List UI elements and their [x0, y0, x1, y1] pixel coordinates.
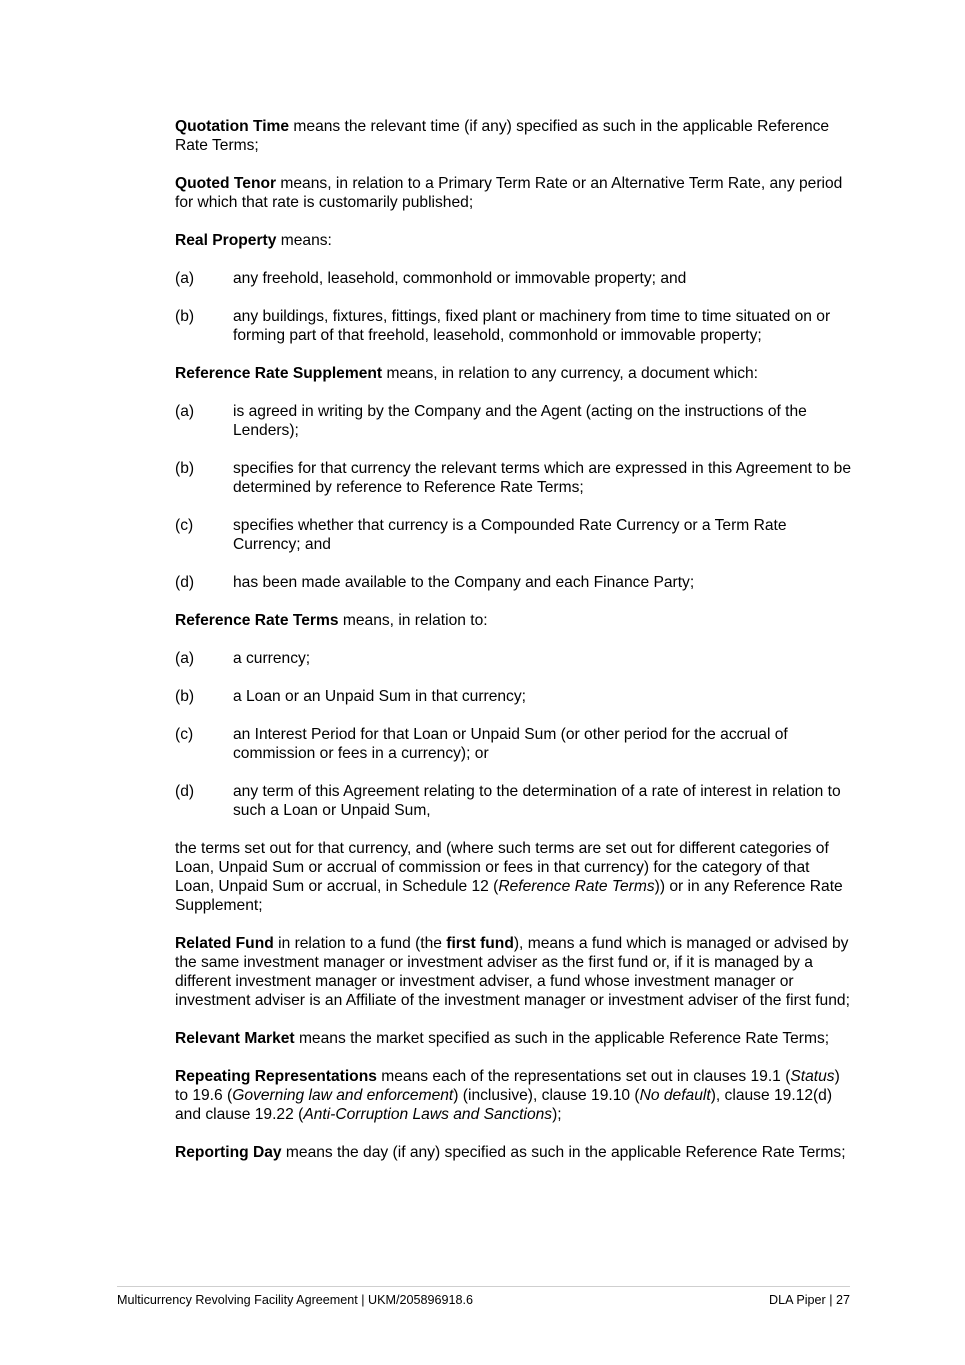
defined-term: Relevant Market — [175, 1030, 295, 1047]
list-item: (b) a Loan or an Unpaid Sum in that currency; — [175, 688, 526, 705]
list-item: (d) has been made available to the Company and each Finance Party; — [175, 574, 695, 591]
defined-term: Quotation Time — [175, 118, 290, 135]
definition-reporting-day: Reporting Day means the day (if any) specified as such in the applicable Reference Rate Terms; — [175, 1144, 846, 1161]
list-item: (b) any buildings, fixtures, fittings, fixed plant or machinery from time to time situated on or forming part of that freehold, leasehold, commonhold or immovable property; — [175, 308, 831, 344]
reference-rate-terms-closing: the terms set out for that currency, and (where such terms are set out for different categories of Loan, Unpaid Sum or accrual of commission or fees in that currency) for the category of that Loan, Unpaid Sum or accrual, in Schedule 12 (Reference Rate Terms)) or in any Reference Rate Supplement; — [175, 840, 843, 914]
definition-real-property: Real Property means: — [175, 232, 332, 249]
list-item: (a) any freehold, leasehold, commonhold or immovable property; and — [175, 270, 687, 287]
list-item: (a) a currency; — [175, 650, 311, 667]
definition-reference-rate-terms: Reference Rate Terms means, in relation to: — [175, 612, 488, 629]
defined-term: Related Fund — [175, 935, 274, 952]
defined-term: Reference Rate Terms — [175, 612, 339, 629]
footer-divider — [117, 1286, 850, 1287]
definition-quoted-tenor: Quoted Tenor means, in relation to a Primary Term Rate or an Alternative Term Rate, any period for which that rate is customarily published; — [175, 175, 843, 211]
footer-page-number: DLA Piper | 27 — [769, 1293, 850, 1307]
defined-term: Repeating Representations — [175, 1068, 377, 1085]
defined-term: Quoted Tenor — [175, 175, 277, 192]
list-item: (b) specifies for that currency the relevant terms which are expressed in this Agreement to be determined by reference to Reference Rate Terms; — [175, 460, 851, 496]
list-item: (a) is agreed in writing by the Company and the Agent (acting on the instructions of the Lenders); — [175, 403, 807, 439]
list-item: (c) specifies whether that currency is a Compounded Rate Currency or a Term Rate Currency; and — [175, 517, 787, 553]
defined-term: Real Property — [175, 232, 277, 249]
definition-quotation-time: Quotation Time means the relevant time (if any) specified as such in the applicable Reference Rate Terms; — [175, 118, 830, 154]
defined-term: Reference Rate Supplement — [175, 365, 383, 382]
definition-relevant-market: Relevant Market means the market specified as such in the applicable Reference Rate Terms; — [175, 1030, 830, 1047]
document-body — [175, 117, 851, 1181]
definition-reference-rate-supplement: Reference Rate Supplement means, in relation to any currency, a document which: — [175, 365, 759, 382]
definition-related-fund: Related Fund in relation to a fund (the first fund), means a fund which is managed or advised by the same investment manager or investment adviser as the first fund or, if it is managed by a different investment manager or investment adviser, a fund whose investment manager or investment adviser is an Affiliate of the investment manager or investment adviser of the first fund; — [175, 935, 850, 1009]
list-item: (d) any term of this Agreement relating to the determination of a rate of interest in relation to such a Loan or Unpaid Sum, — [175, 783, 841, 819]
page-footer — [117, 1292, 850, 1308]
footer-document-reference: Multicurrency Revolving Facility Agreement | UKM/205896918.6 — [117, 1293, 474, 1307]
definition-repeating-representations: Repeating Representations means each of the representations set out in clauses 19.1 (Status) to 19.6 (Governing law and enforcement) (inclusive), clause 19.10 (No default), clause 19.12(d) and clause 19.22 (Anti-Corruption Laws and Sanctions); — [175, 1068, 840, 1123]
defined-term: Reporting Day — [175, 1144, 282, 1161]
list-item: (c) an Interest Period for that Loan or Unpaid Sum (or other period for the accrual of commission or fees in a currency); or — [175, 726, 788, 762]
